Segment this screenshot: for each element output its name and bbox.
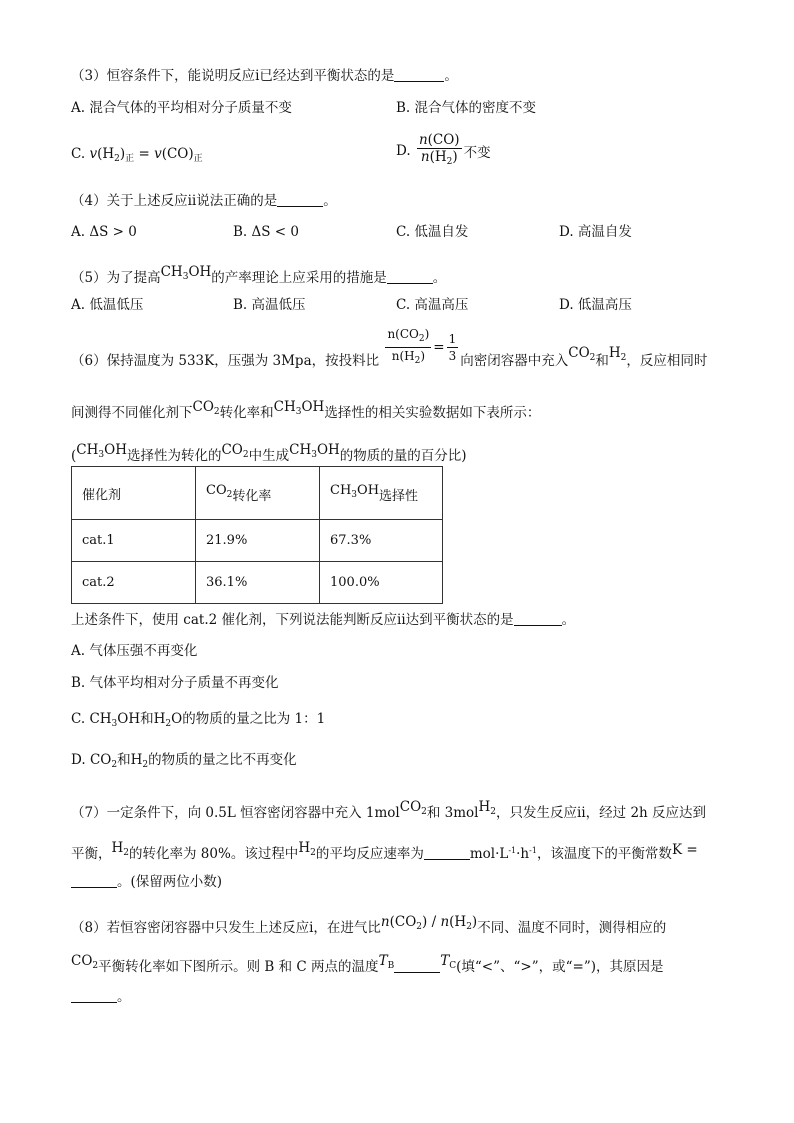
q6-option-c-h2o-tail: O	[171, 711, 183, 727]
q8-co2-sub: 2	[92, 961, 99, 971]
table-row	[72, 562, 443, 604]
q7-line2-h2-sub: 2	[123, 848, 130, 858]
q5-option-a: A. 低温低压	[71, 297, 144, 313]
q8-line2	[71, 951, 664, 977]
q6-line1-a: （6）保持温度为 533K，压强为 3Mpa，按投料比	[71, 353, 380, 369]
q6-line2-co2: CO	[192, 399, 214, 415]
q7-line1-b: 和 3mol	[426, 805, 479, 821]
q8-line2-c: (填“<”、“>”，或“=”)，其原因是	[456, 959, 664, 975]
q6-option-a: A. 气体压强不再变化	[71, 643, 198, 659]
q8-ratio-n2: n	[440, 914, 450, 930]
q6-ratio-fraction	[385, 326, 431, 369]
q6-and: 和	[595, 353, 609, 369]
q5-stem-a: （5）为了提高	[71, 270, 161, 286]
q8-ratio-n1: n	[380, 914, 390, 930]
q5-ch3oh: CH	[160, 264, 183, 280]
table-row	[72, 520, 443, 562]
q6-option-d-co2-sub: 2	[111, 760, 118, 770]
q8-tc: T	[440, 953, 450, 969]
table-header-conversion-label: 转化率	[232, 488, 272, 504]
q4-option-a: A. ΔS > 0	[71, 224, 137, 240]
q6-ratio-eq: =	[433, 339, 445, 356]
q6-option-c	[71, 709, 325, 734]
q7-h2: H	[478, 799, 491, 815]
q7-line1-c: ，只发生反应ⅱ，经过 2h 反应达到	[496, 805, 707, 821]
q6-line2-ch3oh-tail: OH	[301, 399, 325, 415]
table-header-catalyst: 催化剂	[72, 467, 196, 520]
q7-unit-sup2: -1	[529, 846, 537, 855]
q6-line2-b: 转化率和	[219, 405, 274, 421]
q4-answer-blank[interactable]	[277, 192, 323, 207]
q7-line2-a: 平衡，	[71, 846, 112, 862]
q6-ratio-value-den: 3	[448, 349, 457, 363]
q7-k-blank[interactable]	[71, 873, 117, 888]
q5-stem	[71, 262, 446, 288]
q3-option-c	[71, 144, 203, 169]
q4-option-b: B. ΔS < 0	[233, 224, 299, 240]
q6-line2-ch3oh: CH	[273, 399, 296, 415]
q3-option-c-label: C.	[71, 146, 86, 162]
q6-note-b: 选择性为转化的	[126, 448, 222, 464]
q7-line2-h2: H	[111, 840, 124, 856]
q5-stem-end: 。	[432, 270, 447, 286]
q6-option-d	[71, 750, 297, 775]
q7-line2	[71, 838, 698, 864]
q3-option-d-den-n: n	[420, 149, 430, 165]
q3-option-c-close: )	[119, 146, 126, 162]
q6-option-c-ch3oh-tail: OH	[117, 711, 141, 727]
q8-line1-b: 不同、温度不同时，测得相应的	[477, 920, 667, 936]
q6-line2	[71, 397, 540, 423]
q8-ratio-h2: (H	[449, 914, 467, 930]
q8-line2-b: 平衡转化率如下图所示。则 B 和 C 两点的温度	[98, 959, 379, 975]
q7-rate-blank[interactable]	[424, 845, 470, 860]
table-header-co2: CO	[206, 482, 227, 498]
q8-ratio-close: )	[422, 914, 428, 930]
q7-k: K =	[671, 842, 698, 858]
q6-ratio-value	[447, 331, 459, 364]
q5-ch3oh-sub: 3	[182, 272, 189, 282]
q6-co2: CO	[568, 345, 590, 361]
q5-stem-b: 的产率理论上应采用的措施是	[211, 270, 387, 286]
q7-line1	[71, 797, 706, 823]
q6-ratio-value-num: 1	[448, 332, 457, 346]
q3-option-c-co: (CO)	[161, 146, 194, 162]
table-header-conversion	[196, 467, 320, 520]
q4-stem	[71, 191, 337, 211]
q8-tb-sub: B	[387, 961, 395, 971]
q8-ratio-h2-sub: 2	[466, 922, 472, 932]
q6-note-ch3oh-tail: OH	[104, 442, 127, 458]
q5-option-d: D. 低温高压	[559, 297, 632, 313]
table-header-ch3oh: CH	[330, 482, 352, 498]
q6-option-c-ch3oh: CH	[89, 711, 112, 727]
q6-note-d: 的物质的量的百分比)	[339, 448, 467, 464]
table-header-selectivity-label: 选择性	[379, 488, 419, 504]
q6-note-co2: CO	[221, 442, 243, 458]
q7-line2-b: 的转化率为 80%。该过程中	[129, 846, 299, 862]
q8-ratio-slash: /	[427, 914, 441, 930]
q3-option-c-zheng2: 正	[193, 154, 203, 164]
q6-ratio-den-close: )	[420, 349, 426, 363]
q6-option-b: B. 气体平均相对分子质量不再变化	[71, 675, 279, 691]
q7-line1-a: （7）一定条件下，向 0.5L 恒容密闭容器中充入 1mol	[71, 805, 400, 821]
q6-question-end: 。	[561, 612, 576, 628]
q3-option-c-eq: =	[134, 146, 155, 162]
q7-unit-sup1: -1	[508, 846, 517, 855]
q6-line1-b: 向密闭容器中充入	[460, 353, 569, 369]
q3-stem-end: 。	[444, 68, 458, 84]
table-cell: 67.3%	[320, 520, 443, 562]
q6-note-a: (	[71, 448, 77, 464]
q7-line3-text: 。(保留两位小数)	[117, 874, 223, 890]
q7-line2-h2-2-sub: 2	[310, 848, 316, 858]
q6-note-c: 中生成	[248, 448, 290, 464]
q3-option-c-h2: (H	[97, 146, 115, 162]
q8-line3	[71, 987, 131, 1007]
q3-option-c-zheng: 正	[125, 154, 135, 164]
q6-line1-c: ，反应相同时	[626, 353, 708, 369]
q7-co2-sub: 2	[421, 807, 427, 817]
q3-option-d-fraction	[417, 132, 462, 170]
q6-data-table	[71, 466, 443, 604]
q3-stem-text: （3）恒容条件下，能说明反应ⅰ已经达到平衡状态的是	[71, 68, 395, 84]
q6-note	[71, 440, 467, 466]
q6-ratio-num: n(CO	[387, 327, 419, 341]
q8-end: 。	[117, 989, 131, 1005]
q6-note-ch3oh-sub: 3	[98, 450, 105, 460]
q5-option-b: B. 高温低压	[233, 297, 306, 313]
q6-line2-ch3oh-sub: 3	[295, 407, 302, 417]
q6-note-co2-sub: 2	[242, 450, 249, 460]
q6-option-d-b: 和	[117, 752, 131, 768]
q3-option-d-label: D.	[396, 143, 411, 159]
q6-line2-co2-sub: 2	[213, 407, 220, 417]
q8-compare-blank[interactable]	[394, 958, 440, 973]
table-header-ch3oh-sub: 3	[351, 489, 358, 500]
q3-option-c-v: v	[89, 146, 98, 162]
table-cell: 21.9%	[196, 520, 320, 562]
q6-option-c-b: 和	[140, 711, 154, 727]
q6-option-d-h2: H	[130, 752, 143, 768]
q6-answer-blank[interactable]	[514, 611, 562, 626]
q3-option-d-den-sub: 2	[446, 157, 453, 167]
q7-h2-sub: 2	[490, 807, 497, 817]
q6-h2: H	[608, 345, 621, 361]
q6-question-text: 上述条件下，使用 cat.2 催化剂，下列说法能判断反应ⅱ达到平衡状态的是	[71, 612, 514, 628]
q7-line2-h2-2: H	[298, 840, 311, 856]
q6-option-d-h2-sub: 2	[142, 760, 149, 770]
q6-ratio-den: n(H	[391, 349, 415, 363]
q6-option-d-co2: CO	[89, 752, 112, 768]
q3-option-d-den-close: )	[452, 149, 458, 165]
table-header-ch3oh-tail: OH	[357, 482, 380, 498]
q6-line2-c: 选择性的相关实验数据如下表所示：	[324, 405, 541, 421]
q8-ratio-close2: )	[471, 914, 478, 930]
q6-note-ch3oh-2-tail: OH	[316, 442, 340, 458]
q6-note-ch3oh: CH	[76, 442, 99, 458]
table-header-selectivity	[320, 467, 443, 520]
table-header-row	[72, 467, 443, 520]
q3-option-c-h2-sub: 2	[114, 154, 120, 164]
q6-option-c-c: 的物质的量之比为 1：1	[182, 711, 326, 727]
q6-note-ch3oh-2-sub: 3	[311, 450, 317, 460]
q4-option-d: D. 高温自发	[559, 224, 632, 240]
q6-line2-a: 间测得不同催化剂下	[71, 405, 193, 421]
q6-ratio-den-sub: 2	[414, 356, 421, 366]
q5-answer-blank[interactable]	[387, 269, 433, 284]
q5-option-c: C. 高温高压	[396, 297, 469, 313]
q3-option-d-den: (H	[429, 149, 447, 165]
q7-line2-c: 的平均反应速率为	[315, 846, 424, 862]
q6-option-d-a: D.	[71, 752, 90, 768]
q4-option-c: C. 低温自发	[396, 224, 469, 240]
q4-stem-text: （4）关于上述反应ⅱ说法正确的是	[71, 193, 278, 209]
q6-option-c-h2o: H	[153, 711, 166, 727]
table-header-co2-sub: 2	[226, 489, 233, 500]
q7-unit-b: ·h	[516, 846, 530, 862]
q3-answer-blank[interactable]	[394, 67, 444, 82]
q6-ratio-num-sub: 2	[418, 334, 425, 344]
q6-h2-sub: 2	[620, 353, 627, 363]
q7-line2-d: ，该温度下的平衡常数	[536, 846, 672, 862]
q6-question	[71, 610, 575, 630]
q6-co2-sub: 2	[589, 353, 596, 363]
q8-tc-sub: C	[449, 961, 457, 971]
q8-co2: CO	[71, 953, 93, 969]
q8-ratio-co2-sub: 2	[416, 922, 423, 932]
q7-co2: CO	[399, 799, 422, 815]
q8-tb: T	[378, 953, 388, 969]
q8-line1	[71, 912, 666, 938]
q6-note-ch3oh-2: CH	[289, 442, 312, 458]
q6-line1	[71, 326, 707, 369]
q3-option-a: A. 混合气体的平均相对分子质量不变	[71, 100, 292, 116]
table-cell: cat.2	[72, 562, 196, 604]
q8-ratio-co2: (CO	[389, 914, 417, 930]
q7-unit-a: mol·L	[469, 846, 509, 862]
q6-option-d-c: 的物质的量之比不再变化	[148, 752, 297, 768]
table-cell: 36.1%	[196, 562, 320, 604]
q6-ratio-num-close: )	[424, 327, 430, 341]
q6-option-c-h2o-sub: 2	[165, 719, 172, 729]
q8-reason-blank[interactable]	[71, 988, 117, 1003]
q3-stem	[71, 66, 458, 86]
q4-stem-end: 。	[323, 193, 337, 209]
q3-option-d-num: (CO)	[427, 132, 460, 148]
q7-line3	[71, 872, 222, 892]
table-cell: 100.0%	[320, 562, 443, 604]
q3-option-d-num-n: n	[418, 132, 428, 148]
q6-option-c-ch3oh-sub: 3	[111, 719, 118, 729]
q3-option-d	[396, 132, 491, 170]
q5-ch3oh-tail: OH	[188, 264, 212, 280]
q3-option-d-tail: 不变	[463, 145, 491, 161]
table-cell: cat.1	[72, 520, 196, 562]
q8-line1-a: （8）若恒容密闭容器中只发生上述反应ⅰ，在进气比	[71, 920, 381, 936]
q6-option-c-a: C.	[71, 711, 90, 727]
q3-option-c-v2: v	[154, 146, 162, 162]
q3-option-b: B. 混合气体的密度不变	[396, 100, 537, 116]
